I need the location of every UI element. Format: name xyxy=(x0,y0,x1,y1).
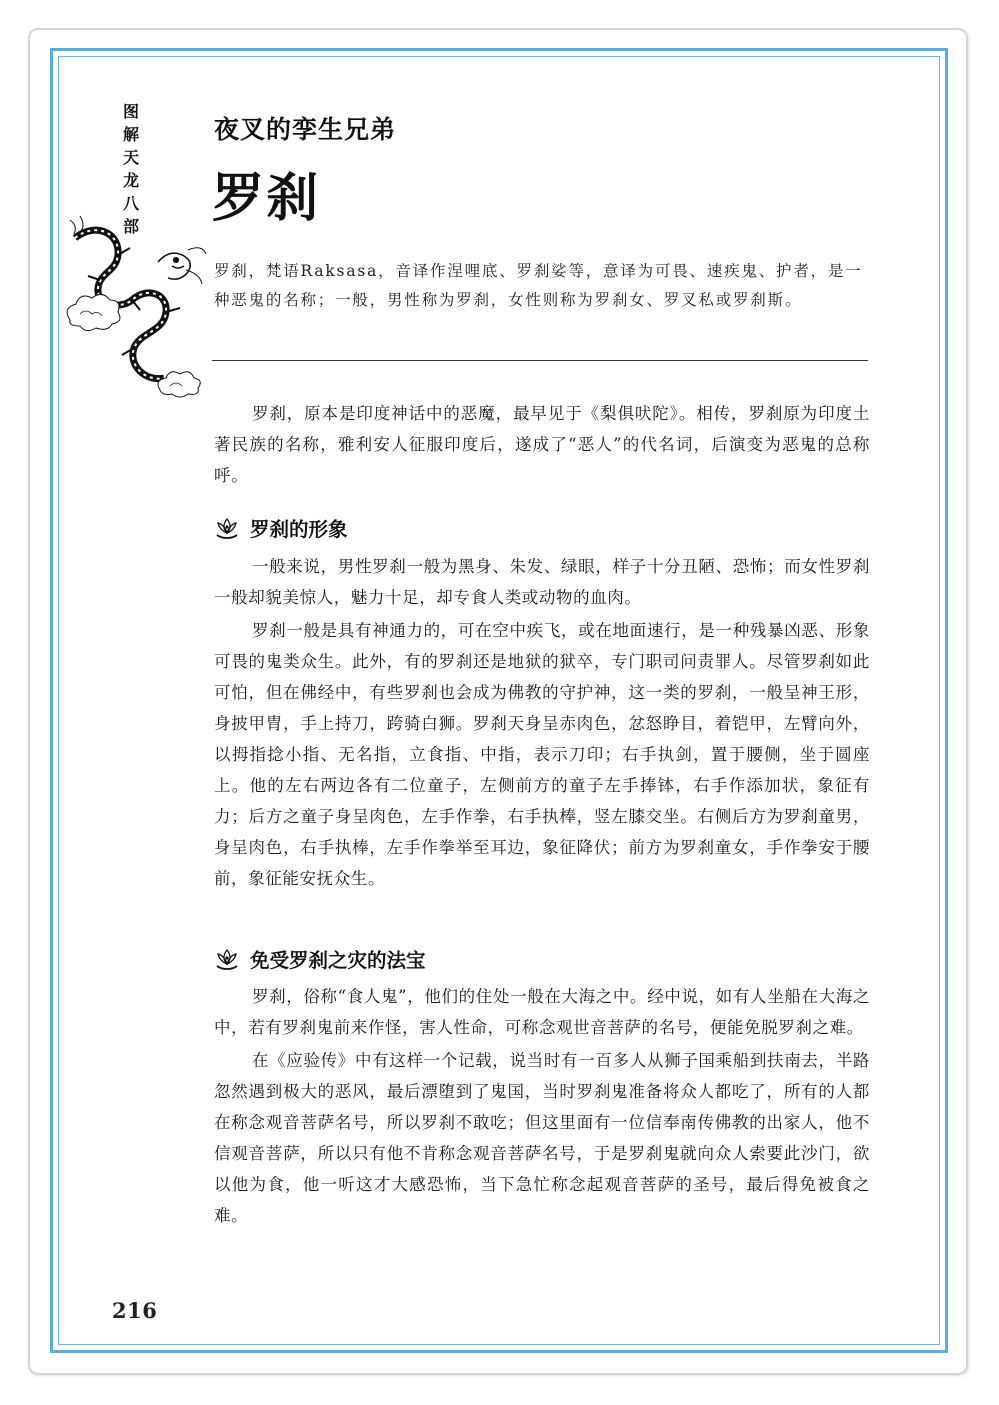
side-title-char: 部 xyxy=(122,217,139,236)
chapter-subtitle: 夜叉的孪生兄弟 xyxy=(214,115,397,144)
dragon-illustration xyxy=(60,210,210,410)
divider-rule xyxy=(212,360,868,361)
body-paragraph: 罗刹一般是具有神通力的，可在空中疾飞，或在地面速行，是一种残暴凶恶、形象可畏的鬼类众生。此外，有的罗刹还是地狱的狱卒，专门职司问责罪人。尽管罗刹如此可怕，但在佛经中，有些罗刹也会成为佛教的守护神，这一类的罗刹，一般呈神王形，身披甲胄，手上持刀，跨骑白狮。罗刹天身呈赤肉色，忿怒睁目，着铠甲，左臂向外，以拇指捻小指、无名指，立食指、中指，表示刀印；右手执剑，置于腰侧，坐于圆座上。他的左右两边各有二位童子，左侧前方的童子左手捧钵，右手作添加状，象征有力；后方之童子身呈肉色，左手作拳，右手执棒，竖左膝交坐。右侧后方为罗刹童男，身呈肉色，右手执棒，左手作拳举至耳边，象征降伏；前方为罗刹童女，手作拳安于腰前，象征能安抚众生。 xyxy=(214,621,870,888)
body-paragraph: 在《应验传》中有这样一个记载，说当时有一百多人从狮子国乘船到扶南去，半路忽然遇到极大的恶风，最后漂堕到了鬼国，当时罗刹鬼准备将众人都吃了，所有的人都在称念观音菩萨名号，所以罗刹不敢吃；但这里面有一位信奉南传佛教的出家人，他不信观音菩萨，所以只有他不肯称念观音菩萨名号，于是罗刹鬼就向众人索要此沙门，欲以他为食，他一听这才大感恐怖，当下急忙称念起观音菩萨的圣号，最后得免被食之难。 xyxy=(214,1051,870,1225)
side-title-char: 龙 xyxy=(122,171,139,190)
section-heading xyxy=(214,944,426,974)
lotus-bullet-icon xyxy=(214,515,240,541)
page-number: 216 xyxy=(112,1298,158,1323)
appearance-section-body xyxy=(214,551,870,894)
body-paragraph: 罗刹，俗称“食人鬼”，他们的住处一般在大海之中。经中说，如有人坐船在大海之中，若有罗刹鬼前来作怪，害人性命，可称念观世音菩萨的名号，便能免脱罗刹之难。 xyxy=(214,987,870,1037)
side-title-char: 图 xyxy=(122,102,139,121)
side-title-char: 天 xyxy=(122,148,139,167)
chapter-title: 罗刹 xyxy=(212,169,321,229)
section-heading xyxy=(214,513,348,543)
lotus-bullet-icon xyxy=(214,946,240,972)
body-paragraph: 一般来说，男性罗刹一般为黑身、朱发、绿眼，样子十分丑陋、恐怖；而女性罗刹一般却貌美惊人，魅力十足，却专食人类或动物的血肉。 xyxy=(214,557,870,607)
opening-section xyxy=(214,398,870,491)
section-heading-text: 罗刹的形象 xyxy=(250,518,348,541)
side-title-char: 解 xyxy=(122,125,139,144)
intro-summary: 罗刹，梵语Raksasa，音译作涅哩底、罗刹娑等，意译为可畏、速疾鬼、护者，是一种恶鬼的名称；一般，男性称为罗刹，女性则称为罗刹女、罗叉私或罗刹斯。 xyxy=(214,262,863,309)
protection-section-body xyxy=(214,981,870,1231)
section-heading-text: 免受罗刹之灾的法宝 xyxy=(250,949,426,972)
body-paragraph: 罗刹，原本是印度神话中的恶魔，最早见于《梨俱吠陀》。相传，罗刹原为印度土著民族的名称，雅利安人征服印度后，遂成了“恶人”的代名词，后演变为恶鬼的总称呼。 xyxy=(214,404,870,485)
side-title-char: 八 xyxy=(122,194,139,213)
